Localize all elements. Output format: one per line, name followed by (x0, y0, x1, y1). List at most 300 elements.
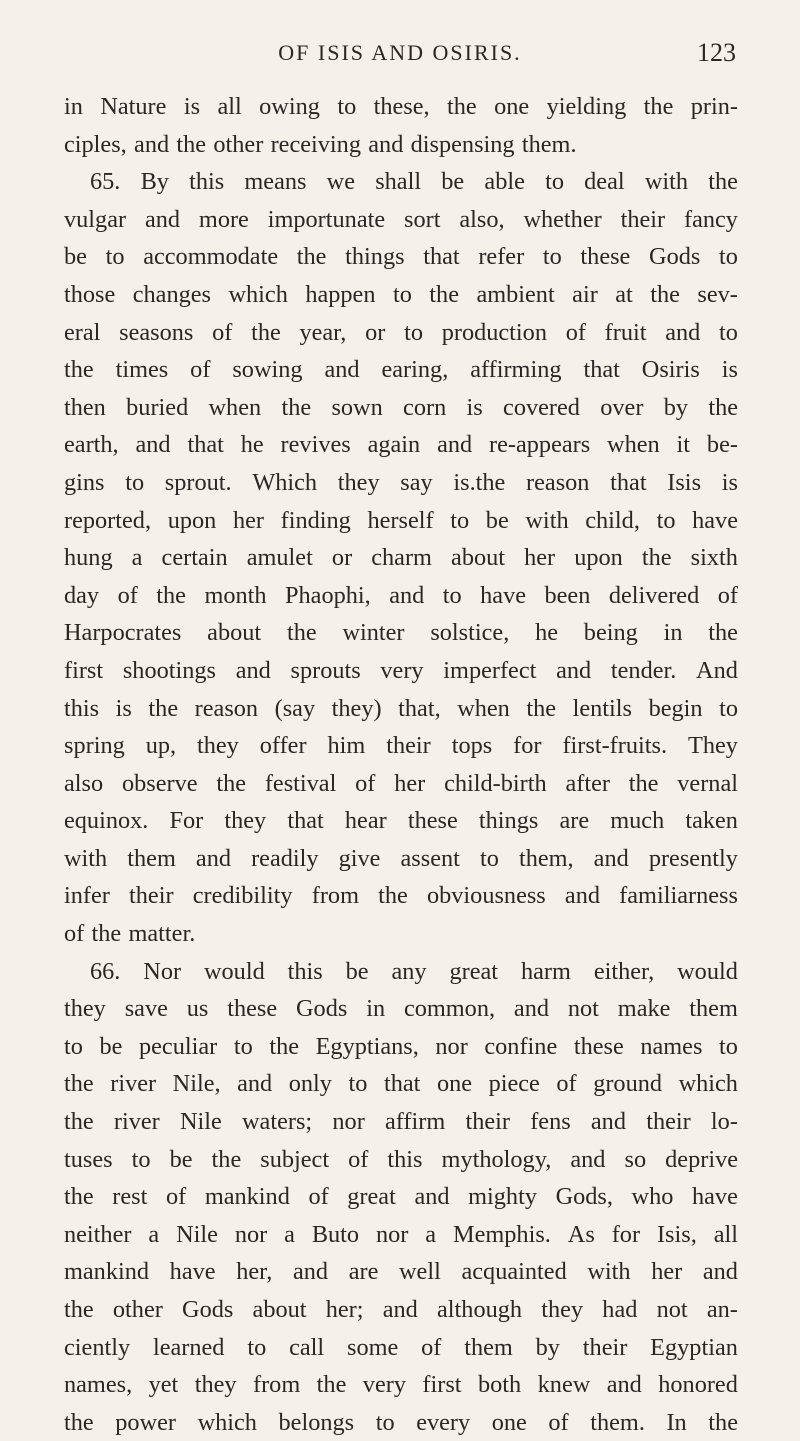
word: and (195, 844, 232, 872)
word: them. (521, 130, 577, 158)
word: ambient (476, 280, 555, 308)
word: and (513, 995, 550, 1023)
word: both (478, 1371, 522, 1399)
word: this (287, 957, 323, 985)
word: only (288, 1070, 332, 1098)
word: lo- (710, 1108, 738, 1136)
word: with (64, 844, 108, 872)
word: the (650, 280, 680, 308)
word: him (327, 732, 366, 760)
word: with (587, 1258, 631, 1286)
text-line (64, 990, 738, 1028)
word: neither (64, 1220, 132, 1248)
word: their (386, 732, 431, 760)
word: and (702, 1258, 738, 1286)
word: power (115, 1408, 176, 1436)
word: the (64, 1296, 94, 1323)
word: of (212, 318, 233, 346)
word: air (572, 280, 598, 308)
word: As (567, 1220, 595, 1248)
word: in (64, 93, 83, 120)
word: be (64, 243, 87, 271)
word: her; (325, 1296, 364, 1323)
word: For (169, 807, 204, 835)
word: about (252, 1296, 307, 1323)
word: knew (537, 1371, 591, 1399)
word: that (423, 243, 460, 271)
word: month (204, 581, 267, 609)
text-line (64, 1028, 738, 1066)
word: the (316, 1371, 347, 1399)
word: of (64, 920, 85, 948)
word: the (286, 619, 317, 647)
word: nor (435, 1032, 468, 1060)
word: Isis, (656, 1220, 697, 1248)
word: other (112, 1296, 163, 1323)
word: to (125, 468, 145, 496)
word: to (545, 168, 564, 196)
word: one (494, 93, 530, 120)
word: winter (342, 619, 405, 647)
word: vulgar (64, 205, 127, 233)
text-line (64, 314, 738, 352)
text-line (64, 614, 738, 652)
word: certain (161, 544, 228, 572)
word: the (708, 168, 738, 196)
text-line (64, 877, 738, 915)
word: tender. (610, 656, 677, 684)
word: over (600, 393, 644, 421)
word: to (718, 1032, 738, 1060)
word: it (676, 431, 691, 459)
word: the (64, 1183, 94, 1211)
word: this (387, 1145, 423, 1173)
word: then (64, 393, 106, 421)
word: common, (403, 995, 496, 1023)
word: the (156, 581, 186, 609)
word: mankind (64, 1258, 150, 1286)
word: are (559, 807, 590, 835)
word: ciples, (64, 130, 127, 158)
word: changes (132, 280, 212, 308)
word: ciently (64, 1333, 131, 1361)
word: save (124, 995, 168, 1023)
word: finding (280, 506, 351, 534)
word: matter. (128, 920, 196, 948)
word: the (251, 318, 281, 346)
word: again (367, 431, 421, 459)
word: by (535, 1333, 560, 1361)
word: be (169, 1145, 193, 1173)
text-line (64, 727, 738, 765)
word: that (187, 431, 224, 459)
word: all (217, 93, 242, 120)
word: happen (305, 280, 376, 308)
word: and (235, 656, 271, 684)
word: the (641, 544, 672, 572)
word: reason (194, 694, 259, 722)
word: acquainted (461, 1258, 567, 1286)
word: which (678, 1070, 738, 1098)
word: sev- (697, 280, 738, 308)
text-line (64, 652, 738, 690)
word: although (437, 1296, 523, 1323)
text-line (64, 577, 738, 615)
word: spring (64, 732, 125, 760)
word: river (110, 1070, 157, 1098)
text-line (64, 802, 738, 840)
word: to (404, 318, 423, 346)
word: sowing (232, 356, 303, 384)
word: gins (64, 468, 105, 496)
word: this (64, 694, 100, 722)
word: receiving (270, 130, 361, 158)
word: upon (574, 544, 623, 572)
word: means (244, 168, 307, 196)
word: when (208, 393, 262, 421)
word: Nor (143, 957, 182, 985)
word: shall (375, 168, 422, 196)
word: to (64, 1032, 83, 1060)
word: the (296, 243, 327, 271)
word: is (183, 93, 201, 120)
word: them (689, 995, 738, 1023)
word: tops (451, 732, 493, 760)
word: great (449, 957, 499, 985)
text-line (64, 765, 738, 803)
word: be (441, 168, 465, 196)
word: one (436, 1070, 473, 1098)
word: observe (121, 769, 198, 797)
text-line (64, 539, 738, 577)
text-line (64, 1291, 738, 1329)
word: every (416, 1408, 471, 1436)
word: their (620, 205, 666, 233)
word: them (464, 1333, 513, 1361)
word: the (643, 93, 674, 120)
word: of (565, 318, 586, 346)
word: these (407, 807, 458, 835)
word: sort (404, 205, 441, 233)
word: up, (145, 732, 177, 760)
word: corn (403, 393, 447, 421)
word: her (232, 506, 264, 534)
text-line (64, 276, 738, 314)
word: the (429, 280, 459, 308)
word: and (570, 1145, 606, 1173)
word: to (337, 93, 357, 120)
word: of (717, 581, 738, 609)
word: to (348, 1070, 368, 1098)
text-line (64, 1065, 738, 1103)
word: in (366, 995, 386, 1023)
word: her, (236, 1258, 273, 1286)
word: the (148, 694, 179, 722)
word: to (105, 243, 125, 271)
word: these (227, 995, 278, 1023)
text-line (64, 464, 738, 502)
word: the (64, 1408, 94, 1436)
word: we (326, 168, 356, 196)
word: very (380, 656, 424, 684)
text-line (64, 1178, 738, 1216)
word: credibility (192, 882, 293, 910)
word: when (607, 431, 660, 459)
word: nor (234, 1220, 268, 1248)
word: equinox. (64, 807, 149, 835)
word: more (198, 205, 249, 233)
word: for (611, 1220, 641, 1248)
word: accommodate (143, 243, 279, 271)
word: Gods (296, 995, 348, 1023)
word: any (391, 957, 427, 985)
text-line (64, 88, 738, 126)
word: that (583, 356, 620, 384)
word: is (721, 468, 738, 496)
word: well (399, 1258, 441, 1286)
word: from (253, 1371, 301, 1399)
word: waters; (242, 1108, 313, 1136)
word: have (691, 1183, 738, 1211)
word: and (134, 130, 170, 158)
word: infer (64, 882, 110, 910)
word: yielding (546, 93, 627, 120)
word: charm (371, 544, 432, 572)
word: have (480, 581, 527, 609)
word: so (624, 1145, 647, 1173)
word: first-fruits. (562, 732, 668, 760)
word: vernal (677, 769, 738, 797)
word: Egyptians, (315, 1032, 419, 1060)
word: Gods (649, 243, 701, 271)
running-title: OF ISIS AND OSIRIS. (278, 40, 522, 65)
word: Buto (311, 1220, 360, 1248)
word: to (719, 318, 738, 346)
word: to (442, 581, 462, 609)
word: her (651, 1258, 683, 1286)
text-line (64, 1216, 738, 1254)
word: reported, (64, 506, 152, 534)
text-line (64, 1404, 738, 1441)
word: the (64, 1108, 94, 1136)
word: In (666, 1408, 687, 1436)
word: They (687, 732, 738, 760)
word: to (131, 1145, 151, 1173)
word: belongs (278, 1408, 355, 1436)
word: that (610, 468, 647, 496)
word: the (281, 393, 312, 421)
word: a (425, 1220, 437, 1248)
word: confine (484, 1032, 558, 1060)
word: the (91, 920, 122, 948)
word: upon (167, 506, 217, 534)
word: Nile (179, 1108, 222, 1136)
word: these (580, 243, 631, 271)
word: familiarness (619, 882, 738, 910)
word: shootings (122, 656, 216, 684)
word: her (394, 769, 426, 797)
word: the (447, 93, 477, 120)
word: the (269, 1032, 299, 1060)
word: begin (648, 694, 703, 722)
word: other (213, 130, 264, 158)
word: with (644, 168, 689, 196)
word: have (692, 506, 738, 534)
word: seasons (119, 318, 194, 346)
word: dispensing (410, 130, 515, 158)
word: to (719, 243, 738, 271)
word: the (64, 1070, 94, 1098)
word: of (556, 1070, 577, 1098)
word: these (573, 1032, 624, 1060)
word: eral (64, 318, 101, 346)
word: the (211, 1145, 242, 1173)
word: of (117, 581, 138, 609)
word: they (337, 468, 380, 496)
text-line (64, 426, 738, 464)
word: Osiris (641, 356, 700, 384)
word: Nile (176, 1220, 218, 1248)
text-line (64, 690, 738, 728)
word: in (663, 619, 683, 647)
word: amulet (246, 544, 313, 572)
word: lentils (572, 694, 633, 722)
word: re-appears (489, 431, 591, 459)
word: that (383, 1070, 421, 1098)
word: which (228, 280, 288, 308)
text-line (64, 1329, 738, 1367)
word: 66. (90, 957, 121, 985)
word: and (368, 130, 404, 158)
word: are (348, 1258, 379, 1286)
word: mankind (204, 1183, 290, 1211)
page-number: 123 (697, 38, 736, 67)
word: deprive (665, 1145, 738, 1173)
word: he (240, 431, 264, 459)
word: names, (64, 1371, 133, 1399)
word: very (362, 1371, 406, 1399)
word: day (64, 581, 100, 609)
word: child-birth (444, 769, 547, 797)
word: them, (518, 844, 574, 872)
word: the (378, 882, 408, 910)
word: sprouts (290, 656, 361, 684)
word: whether (523, 205, 602, 233)
word: 65. (90, 168, 121, 196)
word: presently (648, 844, 738, 872)
word: to (375, 1408, 395, 1436)
word: mythology, (441, 1145, 552, 1173)
word: sixth (690, 544, 738, 572)
word: importunate (267, 205, 386, 233)
word: for (513, 732, 542, 760)
word: to (656, 506, 676, 534)
word: their (646, 1108, 691, 1136)
text-line (64, 163, 738, 201)
word: fruit (604, 318, 647, 346)
word: covered (503, 393, 580, 421)
word: affirm (384, 1108, 446, 1136)
word: they) (331, 694, 382, 722)
word: being (583, 619, 638, 647)
word: Egyptian (650, 1333, 738, 1361)
word: these, (373, 93, 430, 120)
word: is.the (453, 468, 506, 496)
word: had (602, 1296, 638, 1323)
word: some (346, 1333, 399, 1361)
word: By (140, 168, 169, 196)
word: prin- (690, 93, 738, 120)
word: us (186, 995, 209, 1023)
word: earing, (381, 356, 449, 384)
body-text (64, 88, 738, 1441)
word: about (451, 544, 506, 572)
word: peculiar (139, 1032, 218, 1060)
word: of (348, 1145, 369, 1173)
text-line (64, 126, 738, 164)
word: things (345, 243, 405, 271)
word: that (287, 807, 324, 835)
word: her (524, 544, 556, 572)
word: production (441, 318, 547, 346)
word: earth, (64, 431, 119, 459)
text-line (64, 915, 738, 953)
word: buried (126, 393, 189, 421)
word: And (696, 656, 738, 684)
word: to (233, 1032, 253, 1060)
word: fancy (683, 205, 738, 233)
word: deal (584, 168, 625, 196)
word: the (216, 769, 247, 797)
word: they (224, 807, 267, 835)
word: obviousness (426, 882, 546, 910)
word: offer (259, 732, 307, 760)
word: river (113, 1108, 160, 1136)
word: herself (367, 506, 434, 534)
word: revives (280, 431, 351, 459)
word: say (400, 468, 433, 496)
word: from (311, 882, 359, 910)
word: year, (299, 318, 347, 346)
word: and (590, 1108, 626, 1136)
text-line (64, 953, 738, 991)
word: Which (252, 468, 318, 496)
word: and (292, 1258, 329, 1286)
word: which (197, 1408, 257, 1436)
word: those (64, 280, 116, 308)
word: give (338, 844, 381, 872)
word: they (541, 1296, 584, 1323)
word: reason (526, 468, 590, 496)
word: fens (530, 1108, 571, 1136)
word: be (99, 1032, 123, 1060)
word: Gods (182, 1296, 234, 1323)
word: assent (400, 844, 460, 872)
word: would (677, 957, 738, 985)
word: not (567, 995, 599, 1023)
word: Memphis. (453, 1220, 551, 1248)
word: and (144, 205, 181, 233)
word: great (347, 1183, 396, 1211)
word: to (479, 844, 499, 872)
word: (say (274, 694, 316, 722)
word: times (115, 356, 169, 384)
word: and (437, 431, 473, 459)
word: solstice, (430, 619, 510, 647)
word: would (203, 957, 265, 985)
word: the (176, 130, 207, 158)
word: and (665, 318, 701, 346)
